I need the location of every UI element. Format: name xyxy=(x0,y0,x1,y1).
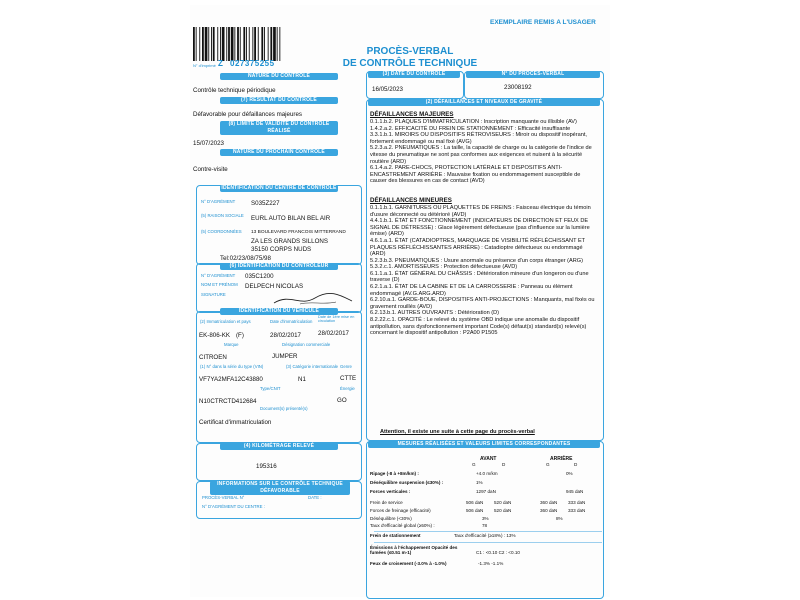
vehicle-reg-date: 28/02/2017 xyxy=(270,332,301,339)
minor-defect-item: 6.2.13.b.1. AUTRES OUVRANTS : Détérioration (D) xyxy=(370,310,500,317)
document-sheet xyxy=(190,5,610,597)
major-defect-item: 6.1.4.a.2. PARE-CHOCS, PROTECTION LATÉRALE ET DISPOSITIFS ANTI-ENCASTREMENT ARRIÈRE : Mauvaise fixation ou endommagement susceptible de causer des blessures en cas de contact (AVD) xyxy=(370,165,581,185)
vehicle-reg-date-label: Date d'immatriculation xyxy=(270,319,313,324)
copy-label: EXEMPLAIRE REMIS A L'USAGER xyxy=(490,19,596,26)
previous-centre-label: N° D'AGRÉMENT DU CENTRE : xyxy=(202,504,265,509)
validity-value: 15/07/2023 xyxy=(193,140,224,147)
controller-signature-label: SIGNATURE xyxy=(201,292,226,297)
centre-address-line2: ZA LES GRANDS SILLONS xyxy=(251,238,329,245)
centre-address-label: (5) COORDONNÉES xyxy=(201,229,242,234)
centre-phone: Tel:02/23/08/75/98 xyxy=(220,255,271,262)
vehicle-vin: VF7YA2MFA12C43880 xyxy=(199,376,263,383)
minor-defect-item: 5.3.2.c.1. AMORTISSEURS : Protection défectueuse (AVD) xyxy=(370,264,518,271)
measure-row: Ripage (-8 à +8m/km) : +4.0 m/km 0% xyxy=(370,471,573,476)
measure-row: Forces verticales : 1297 daN 945 daN xyxy=(370,489,584,494)
centre-address-line3: 35150 CORPS NUDS xyxy=(251,246,312,253)
vehicle-genre-label: Genre xyxy=(340,364,352,369)
minor-defect-item: 5.2.3.b.3. PNEUMATIQUES : Usure anormale ou présence d'un corps étranger (ARG) xyxy=(370,257,583,264)
defects-list xyxy=(370,109,596,337)
date-header: (3) DATE DU CONTRÔLE xyxy=(368,71,460,78)
result-header: (7) RÉSULTAT DU CONTRÔLE xyxy=(220,97,338,104)
major-defect-item: 1.4.2.a.2. EFFICACITÉ DU FREIN DE STATIONNEMENT : Efficacité insuffisante xyxy=(370,125,571,132)
controller-approval-value: 035C1200 xyxy=(245,273,274,280)
measure-row: Frein de stationnement Taux d'efficacité (≥18%) : 13% xyxy=(370,533,516,538)
vehicle-category-label: (3) Catégorie internationale xyxy=(286,364,339,369)
vehicle-model-label: Désignation commerciale xyxy=(282,342,331,347)
result-value: Défavorable pour défaillances majeures xyxy=(193,111,303,118)
vehicle-plate-label: (2) Immatriculation et pays xyxy=(200,319,251,324)
centre-address-line1: 13 BOULEVARD FRANCOIS MITTERRAND xyxy=(251,230,346,235)
controller-header: (6) IDENTIFICATION DU CONTRÔLEUR xyxy=(220,263,338,270)
minor-defect-item: 4.4.1.b.1. ÉTAT ET FONCTIONNEMENT (INDICATEURS DE DIRECTION ET FEUX DE SIGNAL DE DÉTRESSE) : Glace légèrement défectueuse (pas d'influence sur la lumière émise) (ARD) xyxy=(370,218,590,238)
attention-note: Attention, il existe une suite à cette page du procès-verbal xyxy=(380,429,535,435)
front-d-label: D xyxy=(502,462,506,467)
minor-defects-title: DÉFAILLANCES MINEURES xyxy=(370,196,452,204)
divider xyxy=(374,531,602,532)
front-label: AVANT xyxy=(480,456,497,462)
front-g-label: G xyxy=(472,462,476,467)
vehicle-model: JUMPER xyxy=(272,353,298,360)
centre-company-value: EURL AUTO BILAN BEL AIR xyxy=(251,215,331,222)
controller-name-value: DELPECH NICOLAS xyxy=(245,283,304,290)
measure-row: Frein de service 506 daN 520 daN 360 daN 333 daN xyxy=(370,500,586,505)
nature-header: NATURE DU CONTRÔLE xyxy=(220,73,338,80)
vehicle-first-date: 28/02/2017 xyxy=(318,330,349,337)
vehicle-docs: Certificat d'immatriculation xyxy=(199,419,272,426)
validity-header: (8) LIMITE DE VALIDITÉ DU CONTRÔLE RÉALISÉ xyxy=(220,121,338,135)
doc-number: 027375255 xyxy=(230,59,275,68)
minor-defect-item: 8.2.22.c.1. OPACITÉ : Le relevé du système OBD indique une anomalie du dispositif antipollution, sans dysfonctionnement important Code(s) défaut(s) standard(s) relevé(s) concernant le dispositif antipollution : P2A00 P1505 xyxy=(370,317,587,337)
vehicle-genre: CTTE xyxy=(340,375,357,382)
rear-label: ARRIÈRE xyxy=(550,456,573,462)
next-control-value: Contre-visite xyxy=(193,166,228,173)
mileage-value: 195316 xyxy=(256,463,277,470)
defects-header: (2) DÉFAILLANCES ET NIVEAUX DE GRAVITÉ xyxy=(368,99,600,106)
centre-approval-label: N° D'AGRÉMENT xyxy=(201,199,236,204)
measure-row: Taux d'efficacité global (≥50%) : 78 xyxy=(370,523,488,528)
vehicle-docs-label: Document(s) présenté(s) xyxy=(260,406,308,411)
vehicle-energy: GO xyxy=(337,397,347,404)
rear-g-label: G xyxy=(546,462,550,467)
vehicle-brand-label: Marque xyxy=(224,342,239,347)
vehicle-country: (F) xyxy=(236,332,244,339)
nature-value: Contrôle technique périodique xyxy=(193,87,276,94)
measure-row: Feux de croisement (-3.0% à -1.0%) -1.3% -1.1% xyxy=(370,561,504,566)
controller-name-label: NOM ET PRÉNOM xyxy=(201,282,238,287)
measure-row: Déséquilibre suspension (≤30%) : 1% xyxy=(370,480,483,485)
vehicle-first-date-label: Date de 1ère mise en circulation xyxy=(318,315,355,323)
previous-pv-label: PROCÈS-VERBAL N° xyxy=(202,495,245,500)
minor-defect-item: 6.1.1.a.1. ÉTAT GÉNÉRAL DU CHÂSSIS : Détérioration mineure d'un longeron ou d'une traverse (D) xyxy=(370,270,589,284)
major-defect-item: 3.3.1.b.1. MIROIRS OU DISPOSITIFS RÉTROVISEURS : Miroir ou dispositif inopérant, fortement endommagé ou mal fixé (AVG) xyxy=(370,132,587,145)
centre-header: IDENTIFICATION DU CENTRE DE CONTRÔLE xyxy=(221,185,337,191)
vehicle-type: N10CTRCTD412684 xyxy=(199,398,257,405)
doc-prefix: N° d'imprimé xyxy=(193,63,216,68)
previous-header: INFORMATIONS SUR LE CONTRÔLE TECHNIQUE DÉFAVORABLE xyxy=(210,481,350,495)
rear-d-label: D xyxy=(574,462,578,467)
vehicle-vin-label: (1) N° dans la série du type (VIN) xyxy=(200,364,264,369)
centre-company-label: (5) RAISON SOCIALE xyxy=(201,213,244,218)
vehicle-category: N1 xyxy=(298,376,306,383)
major-defect-item: 0.1.1.b.2. PLAQUES D'IMMATRICULATION : Inscription manquante ou illisible (AV) xyxy=(370,119,577,125)
pv-header: N° DU PROCÈS-VERBAL xyxy=(466,71,600,78)
minor-defect-item: 6.2.1.a.1. ÉTAT DE LA CABINE ET DE LA CARROSSERIE : Panneau ou élément endommagé (AV.G.ARG.ARD) xyxy=(370,284,573,297)
major-defect-item: 5.2.3.a.2. PNEUMATIQUES : La taille, la capacité de charge ou la catégorie de l'indice de vitesse du pneumatique ne sont pas conformes aux exigences et nuisent à la sécurité routière (ARD) xyxy=(370,145,592,165)
next-control-header: NATURE DU PROCHAIN CONTRÔLE xyxy=(220,149,338,156)
signature-icon xyxy=(270,289,355,309)
previous-date-label: DATE : xyxy=(308,495,322,500)
measure-row: Émissions à l'échappement Opacité des fumées (≤0.51 m-1) C1 : <0.10 C2 : <0.10 xyxy=(370,545,520,555)
measures-header: MESURES RÉALISÉES ET VALEURS LIMITES CORRESPONDANTES xyxy=(368,441,600,448)
doc-letter: Z xyxy=(218,59,223,68)
major-defects-title: DÉFAILLANCES MAJEURES xyxy=(370,111,454,118)
measure-row: Déséquilibre (<30%) 3% 8% xyxy=(370,516,563,521)
vehicle-brand: CITROEN xyxy=(199,354,227,361)
measures-table xyxy=(370,471,602,595)
vehicle-header: IDENTIFICATION DU VÉHICULE xyxy=(220,308,338,315)
barcode-icon xyxy=(193,27,283,61)
vehicle-plate: EK-806-KK xyxy=(199,332,230,339)
centre-box xyxy=(196,185,362,265)
minor-defect-item: 0.1.1.b.1. GARNITURES OU PLAQUETTES DE FREINS : Faisceau électrique du témoin d'usure déconnecté ou détérioré (AVD) xyxy=(370,204,591,218)
title-line2: DE CONTRÔLE TECHNIQUE xyxy=(342,58,478,69)
date-value: 16/05/2023 xyxy=(372,86,403,93)
controller-approval-label: N° D'AGRÉMENT xyxy=(201,273,236,278)
minor-defect-item: 6.2.10.a.1. GARDE-BOUE, DISPOSITIFS ANTI-PROJECTIONS : Manquants, mal fixés ou gravement rouillés (AVD) xyxy=(370,297,595,310)
vehicle-energy-label: Énergie xyxy=(340,386,355,391)
mileage-header: (4) KILOMÉTRAGE RELEVÉ xyxy=(220,443,338,450)
title-line1: PROCÈS-VERBAL xyxy=(366,46,454,57)
minor-defect-item: 4.6.1.a.1. ÉTAT (CATADIOPTRES, MARQUAGE DE VISIBILITÉ RÉFLÉCHISSANT ET PLAQUES RÉFLÉCHISSANTES ARRIÈRE) : Catadioptre défectueux ou endommagé (ARD) xyxy=(370,237,585,258)
centre-approval-value: S035Z227 xyxy=(251,200,280,207)
pv-value: 23008192 xyxy=(504,84,532,91)
divider xyxy=(374,542,602,543)
measure-row: Forces de freinage (efficacité) 506 daN 520 daN 360 daN 333 daN xyxy=(370,508,586,513)
vehicle-type-label: Type/CNIT xyxy=(260,386,281,391)
